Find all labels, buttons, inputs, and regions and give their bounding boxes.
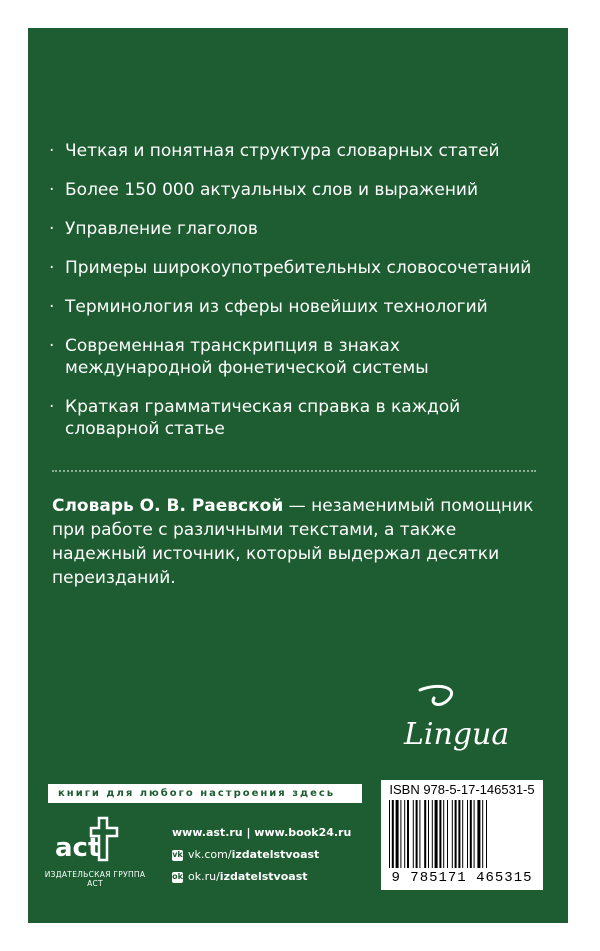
bullet-icon: ·	[49, 219, 55, 239]
bullet-icon: ·	[49, 397, 55, 417]
publisher-links	[172, 826, 351, 892]
barcode-bar	[407, 800, 409, 868]
barcode-bar	[486, 800, 487, 868]
barcode-bar	[467, 800, 468, 868]
barcode-bar	[424, 800, 426, 868]
feature-item: · Более 150 000 актуальных слов и выражений	[49, 180, 479, 200]
description-author: Словарь О. В. Раевской	[52, 496, 284, 516]
barcode-digits: 9 785171 465315	[391, 870, 533, 886]
feature-item: · Управление глаголов	[49, 219, 258, 239]
book-description	[52, 494, 542, 590]
description-text: — незаменимый помощник при работе с различными текстами, а также надежный источник, который выдержал десятки переизданий.	[52, 496, 534, 588]
barcode-bar	[455, 800, 457, 868]
publisher-name: ИЗДАТЕЛЬСКАЯ ГРУППА АСТ	[44, 870, 146, 888]
ok-handle: izdatelstvoast	[219, 870, 308, 883]
dotted-divider	[52, 470, 536, 472]
barcode-bar	[419, 800, 420, 868]
barcode-bar	[389, 800, 390, 868]
feature-item: · Современная транскрипция в знаках международной фонетической системы	[49, 336, 429, 378]
ok-icon: ok	[172, 872, 183, 881]
bullet-icon: ·	[49, 258, 55, 278]
lingua-logo	[400, 680, 530, 760]
vk-icon: vk	[172, 850, 183, 859]
tagline: книги для любого настроения здесь	[48, 784, 362, 803]
feature-item: · Четкая и понятная структура словарных статей	[49, 141, 500, 161]
feature-item: · Терминология из сферы новейших технологий	[49, 297, 488, 317]
lingua-logo-text: Lingua	[404, 717, 510, 752]
feature-list	[48, 140, 538, 457]
barcode-bar	[477, 800, 480, 868]
website-links	[172, 826, 351, 840]
barcode-bar	[470, 800, 472, 868]
bullet-icon: ·	[49, 141, 55, 161]
vk-handle: izdatelstvoast	[231, 848, 320, 861]
barcode-bar	[432, 800, 433, 868]
feature-item: · Краткая грамматическая справка в каждой словарной статье	[49, 397, 461, 439]
barcode-bar	[462, 800, 463, 868]
barcode-bar	[447, 800, 448, 868]
barcode-bar	[452, 800, 453, 868]
barcode-bar	[416, 800, 418, 868]
bullet-icon: ·	[49, 297, 55, 317]
barcode-bar	[435, 800, 438, 868]
bullet-icon: ·	[49, 180, 55, 200]
barcode-bar	[392, 800, 394, 868]
feature-item: · Примеры широкоупотребительных словосочетаний	[49, 258, 532, 278]
barcode-bar	[458, 800, 460, 868]
barcode-bar	[396, 800, 399, 868]
ast-logo	[55, 812, 125, 862]
vk-link[interactable]	[172, 848, 351, 862]
barcode-bar	[413, 800, 414, 868]
bullet-icon: ·	[49, 336, 55, 356]
barcode-bar	[428, 800, 429, 868]
barcode-bar	[400, 800, 401, 868]
ast-logo-text: act	[55, 833, 101, 862]
barcode-box	[381, 780, 543, 890]
ok-prefix: ok.ru/	[188, 870, 220, 883]
barcode-icon	[389, 800, 537, 868]
isbn-label: ISBN 978-5-17-146531-5	[389, 782, 535, 797]
website-link[interactable]: www.ast.ru | www.book24.ru	[172, 826, 352, 839]
barcode-bar	[482, 800, 483, 868]
vk-prefix: vk.com/	[188, 848, 232, 861]
barcode-bar	[404, 800, 405, 868]
barcode-bar	[443, 800, 444, 868]
barcode-bar	[474, 800, 475, 868]
ok-link[interactable]	[172, 870, 351, 884]
barcode-bar	[439, 800, 441, 868]
